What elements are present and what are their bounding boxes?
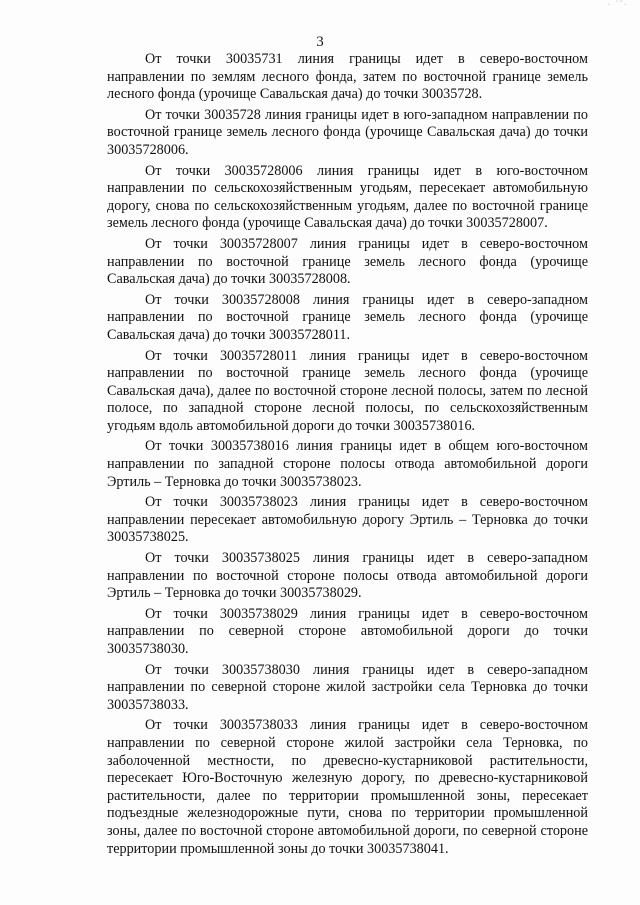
boundary-paragraph: От точки 30035738016 линия границы идет в общем юго-восточном направлении по западной стороне полосы отвода автомобильной дороги Эртиль – Терновка до точки 30035738023.: [107, 438, 588, 490]
boundary-paragraph: От точки 30035738029 линия границы идет в северо-восточном направлении по северной стороне автомобильной дороги до точки 30035738030.: [107, 605, 588, 657]
boundary-paragraph: От точки 30035731 линия границы идет в северо-восточном направлении по землям лесного фонда, затем по восточной границе земель лесного фонда (урочище Савальская дача) до точки 30035728.: [107, 51, 588, 103]
boundary-paragraph: От точки 30035728006 линия границы идет в юго-восточном направлении по сельскохозяйственным угодьям, пересекает автомобильную дорогу, снова по сельскохозяйственным угодьям, далее по восточной границе земель лесного фонда (урочище Савальская дача) до точки 30035728007.: [107, 162, 588, 232]
boundary-paragraph: От точки 30035728008 линия границы идет в северо-западном направлении по восточной границе земель лесного фонда (урочище Савальская дача) до точки 30035728011.: [107, 291, 588, 343]
boundary-paragraph: От точки 30035728 линия границы идет в юго-западном направлении по восточной границе земель лесного фонда (урочище Савальская дача) до точки 30035728006.: [107, 106, 588, 158]
boundary-paragraph: От точки 30035738025 линия границы идет в северо-западном направлении по восточной стороне полосы отвода автомобильной дороги Эртиль – Терновка до точки 30035738029.: [107, 550, 588, 602]
boundary-paragraph: От точки 30035738030 линия границы идет в северо-западном направлении по северной стороне жилой застройки села Терновка до точки 30035738033.: [107, 661, 588, 713]
document-body: [107, 51, 588, 861]
boundary-paragraph: От точки 30035728007 линия границы идет в северо-восточном направлении по восточной границе земель лесного фонда (урочище Савальская дача) до точки 30035728008.: [107, 235, 588, 288]
boundary-paragraph: От точки 30035728011 линия границы идет в северо-восточном направлении по восточной границе земель лесного фонда (урочище Савальская дача), далее по восточной стороне лесной полосы, затем по лесной полосе, по западной стороне лесной полосы, по сельскохозяйственным угодьям вдоль автомобильной дороги до точки 30035738016.: [107, 347, 588, 434]
scan-artifact-mark: · ´˝·: [607, 0, 628, 11]
page-number: 3: [316, 34, 324, 50]
boundary-paragraph: От точки 30035738033 линия границы идет в северо-восточном направлении по северной стороне жилой застройки села Терновка, по заболоченной местности, по древесно-кустарниковой растительности, пересекает Юго-Восточную железную дорогу, по древесно-кустарниковой растительности, далее по территории промышленной зоны, пересекает подъездные железнодорожные пути, снова по территории промышленной зоны, далее по восточной стороне автомобильной дороги, по северной стороне территории промышленной зоны до точки 30035738041.: [107, 717, 588, 857]
boundary-paragraph: От точки 30035738023 линия границы идет в северо-восточном направлении пересекает автомобильную дорогу Эртиль – Терновка до точки 30035738025.: [107, 494, 588, 546]
